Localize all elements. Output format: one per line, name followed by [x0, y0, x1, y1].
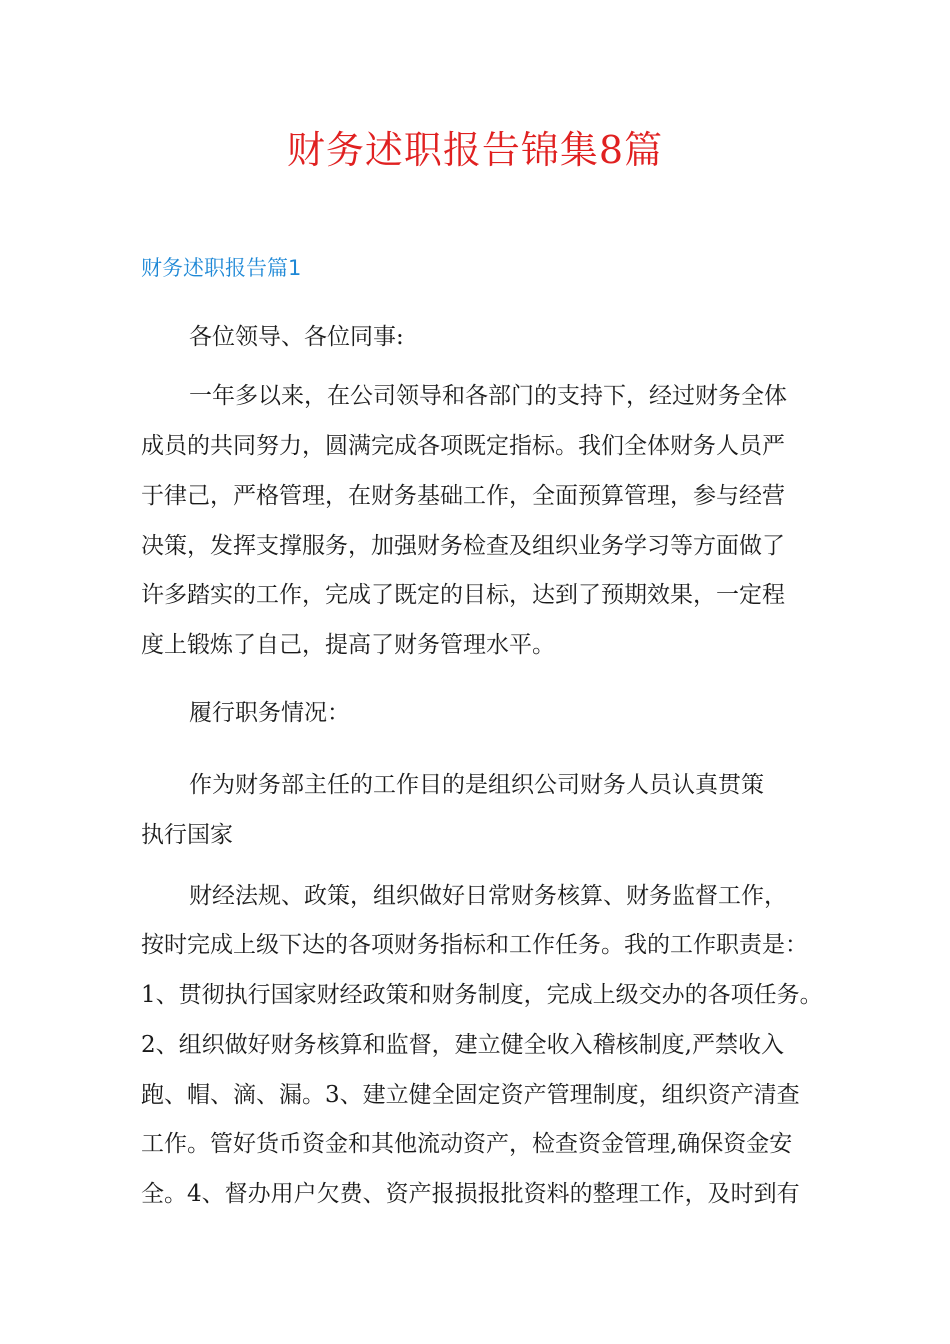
body-text-line: 成员的共同努力，圆满完成各项既定指标。我们全体财务人员严: [141, 433, 785, 459]
body-text-line: 作为财务部主任的工作目的是组织公司财务人员认真贯策: [189, 772, 764, 798]
body-text-line: 按时完成上级下达的各项财务指标和工作任务。我的工作职责是：: [141, 932, 808, 958]
body-text-line: 跑、帽、滴、漏。3、建立健全固定资产管理制度，组织资产清查: [141, 1082, 800, 1108]
body-text-line: 执行国家: [141, 822, 233, 848]
body-text-line: 1、贯彻执行国家财经政策和财务制度，完成上级交办的各项任务。: [141, 982, 823, 1008]
body-text-line: 全。4、督办用户欠费、资产报损报批资料的整理工作，及时到有: [141, 1181, 800, 1207]
body-text-line: 于律己，严格管理，在财务基础工作，全面预算管理，参与经营: [141, 483, 785, 509]
subheading-line: 履行职务情况：: [189, 700, 350, 726]
body-text-line: 度上锻炼了自己，提高了财务管理水平。: [141, 632, 555, 658]
section-heading: 财务述职报告篇1: [141, 256, 302, 280]
body-text-line: 工作。管好货币资金和其他流动资产，检查资金管理,确保资金安: [141, 1131, 793, 1157]
body-text-line: 许多踏实的工作，完成了既定的目标，达到了预期效果，一定程: [141, 582, 785, 608]
body-text-line: 决策，发挥支撑服务，加强财务检查及组织业务学习等方面做了: [141, 533, 785, 559]
body-text-line: 财经法规、政策，组织做好日常财务核算、财务监督工作，: [189, 883, 787, 909]
document-title: 财务述职报告锦集8篇: [286, 128, 664, 172]
body-text-line: 2、组织做好财务核算和监督，建立健全收入稽核制度,严禁收入: [141, 1032, 784, 1058]
salutation-line: 各位领导、各位同事:: [189, 324, 404, 350]
body-text-line: 一年多以来，在公司领导和各部门的支持下，经过财务全体: [189, 383, 787, 409]
